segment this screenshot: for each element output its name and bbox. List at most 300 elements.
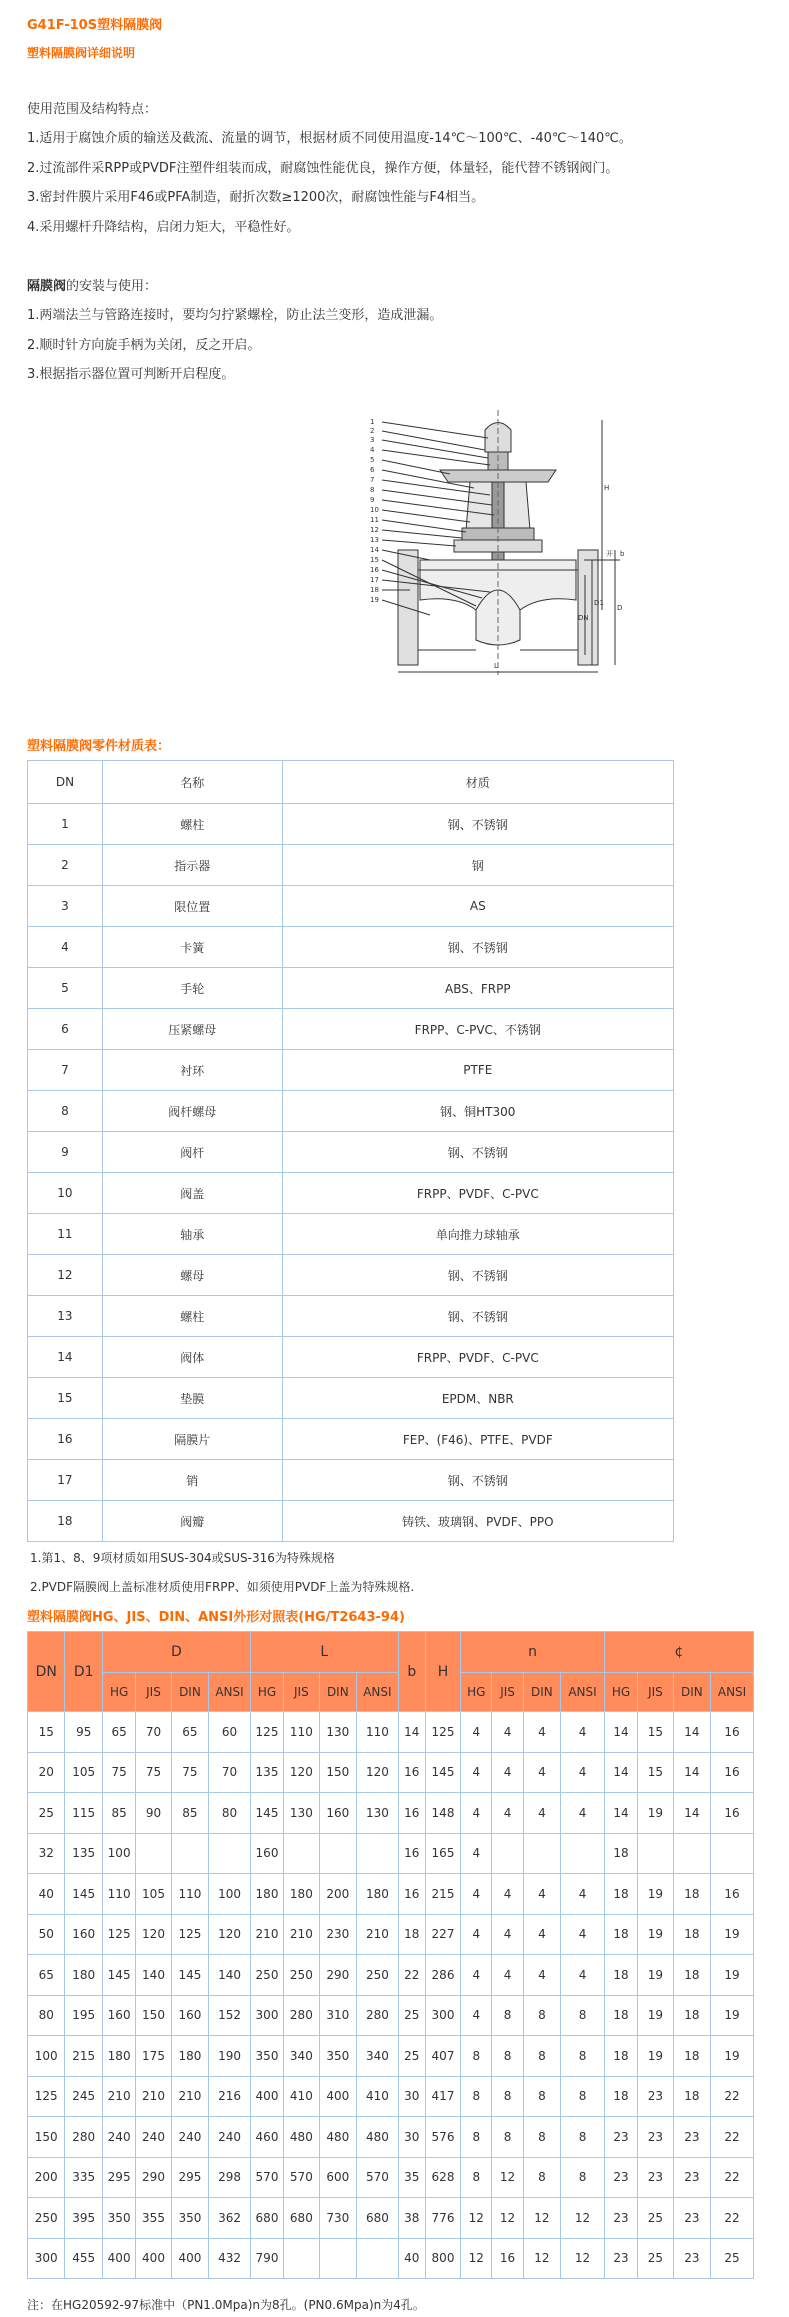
table-cell: 152 xyxy=(209,1995,251,2036)
callout-number: 7 xyxy=(370,476,375,484)
table-cell: 18 xyxy=(28,1501,103,1542)
table-cell xyxy=(284,1833,319,1874)
table-cell xyxy=(492,1833,523,1874)
table-row xyxy=(28,886,674,927)
sub-header: JIS xyxy=(492,1673,523,1712)
table-cell xyxy=(523,1833,560,1874)
table-cell: 18 xyxy=(673,2076,710,2117)
table-cell: 570 xyxy=(357,2157,399,2198)
sub-header: ANSI xyxy=(209,1673,251,1712)
table-cell: 135 xyxy=(65,1833,102,1874)
table-cell: 480 xyxy=(319,2117,356,2158)
table-cell: 90 xyxy=(136,1793,171,1834)
table-cell: 110 xyxy=(357,1712,399,1753)
table-cell: 180 xyxy=(171,2036,208,2077)
table-row xyxy=(28,1712,754,1753)
table-cell: 14 xyxy=(604,1712,637,1753)
table-cell: 14 xyxy=(604,1793,637,1834)
table-cell: 15 xyxy=(638,1712,673,1753)
table-cell: 8 xyxy=(492,2076,523,2117)
table-cell: 340 xyxy=(357,2036,399,2077)
table-cell: 400 xyxy=(250,2076,283,2117)
table-cell: 4 xyxy=(492,1914,523,1955)
table-cell: 16 xyxy=(28,1419,103,1460)
table-cell: 25 xyxy=(711,2238,754,2279)
dim-label-d: D xyxy=(617,604,623,612)
callout-number: 17 xyxy=(370,576,379,584)
table-cell: 130 xyxy=(357,1793,399,1834)
product-title: G41F-10S塑料隔膜阀 xyxy=(27,18,163,33)
col-header: 名称 xyxy=(102,761,282,804)
table-cell: 3 xyxy=(28,886,103,927)
table-row xyxy=(28,1460,674,1501)
table-cell: 40 xyxy=(398,2238,425,2279)
group-header: DN xyxy=(28,1632,65,1712)
table-row xyxy=(28,2076,754,2117)
table-cell: 4 xyxy=(561,1793,605,1834)
table-cell: 18 xyxy=(604,2076,637,2117)
install-heading xyxy=(27,279,767,295)
table-cell: 628 xyxy=(425,2157,460,2198)
table-cell: 8 xyxy=(561,1995,605,2036)
table-cell: 570 xyxy=(284,2157,319,2198)
table-cell xyxy=(284,2238,319,2279)
table-cell: 730 xyxy=(319,2198,356,2239)
callout-number: 13 xyxy=(370,536,379,544)
table-cell: 210 xyxy=(284,1914,319,1955)
table-cell: 单向推力球轴承 xyxy=(282,1214,673,1255)
table-cell: 18 xyxy=(673,1914,710,1955)
table-cell: 180 xyxy=(284,1874,319,1915)
table-cell: 钢、铜HT300 xyxy=(282,1091,673,1132)
table-row xyxy=(28,1296,674,1337)
materials-header-row xyxy=(28,761,674,804)
valve-diagram xyxy=(370,410,630,680)
sub-header: DIN xyxy=(673,1673,710,1712)
table-cell: 800 xyxy=(425,2238,460,2279)
table-cell: 410 xyxy=(284,2076,319,2117)
table-cell: 350 xyxy=(250,2036,283,2077)
table-cell: 600 xyxy=(319,2157,356,2198)
table-cell: 300 xyxy=(28,2238,65,2279)
dim-label-dn: DN xyxy=(578,614,589,622)
install-item: 1.两端法兰与管路连接时，要均匀拧紧螺栓，防止法兰变形，造成泄漏。 xyxy=(27,308,443,323)
table-cell: 290 xyxy=(319,1955,356,1996)
col-header: 材质 xyxy=(282,761,673,804)
table-cell: 12 xyxy=(461,2238,492,2279)
table-cell xyxy=(711,1833,754,1874)
table-cell: 50 xyxy=(28,1914,65,1955)
table-cell: 480 xyxy=(284,2117,319,2158)
table-cell: 790 xyxy=(250,2238,283,2279)
table-cell: 18 xyxy=(673,2036,710,2077)
table-cell: 4 xyxy=(523,1712,560,1753)
table-cell: 4 xyxy=(461,1955,492,1996)
table-cell: 4 xyxy=(523,1752,560,1793)
callout-number: 18 xyxy=(370,586,379,594)
dim-label-h: H xyxy=(604,484,610,492)
table-cell: 200 xyxy=(28,2157,65,2198)
table-cell: 11 xyxy=(28,1214,103,1255)
table-cell: 280 xyxy=(65,2117,102,2158)
table-cell: 4 xyxy=(561,1752,605,1793)
table-cell: 8 xyxy=(492,2117,523,2158)
table-cell: 4 xyxy=(461,1914,492,1955)
callout-number: 16 xyxy=(370,566,379,574)
table-cell: 8 xyxy=(492,1995,523,2036)
table-cell: 19 xyxy=(638,2036,673,2077)
table-cell: 160 xyxy=(319,1793,356,1834)
table-cell: 8 xyxy=(492,2036,523,2077)
table-cell: 145 xyxy=(171,1955,208,1996)
table-cell: 125 xyxy=(250,1712,283,1753)
table-cell: 140 xyxy=(136,1955,171,1996)
table-cell: 210 xyxy=(171,2076,208,2117)
table-row xyxy=(28,1874,754,1915)
table-cell: 16 xyxy=(711,1874,754,1915)
table-cell: 350 xyxy=(171,2198,208,2239)
table-cell: 22 xyxy=(711,2198,754,2239)
table-cell: 350 xyxy=(319,2036,356,2077)
dim-label-d1: D1 xyxy=(594,599,604,607)
table-cell: 105 xyxy=(136,1874,171,1915)
table-cell: 340 xyxy=(284,2036,319,2077)
table-cell: 16 xyxy=(711,1793,754,1834)
table-cell xyxy=(673,1833,710,1874)
table-cell: 14 xyxy=(604,1752,637,1793)
table-cell: 75 xyxy=(171,1752,208,1793)
table-cell: 8 xyxy=(561,2117,605,2158)
callout-number: 9 xyxy=(370,496,375,504)
table-cell: 355 xyxy=(136,2198,171,2239)
table-cell: 70 xyxy=(136,1712,171,1753)
table-cell: 22 xyxy=(398,1955,425,1996)
table-cell: 195 xyxy=(65,1995,102,2036)
table-cell: 80 xyxy=(28,1995,65,2036)
table-cell: 250 xyxy=(250,1955,283,1996)
table-cell: 2 xyxy=(28,845,103,886)
table-row xyxy=(28,1419,674,1460)
table-cell: 75 xyxy=(136,1752,171,1793)
table-cell: 5 xyxy=(28,968,103,1009)
table-cell: 4 xyxy=(561,1874,605,1915)
table-cell: 18 xyxy=(604,2036,637,2077)
table-cell: 65 xyxy=(171,1712,208,1753)
group-header: ¢ xyxy=(604,1632,753,1673)
table-cell: 8 xyxy=(28,1091,103,1132)
table-cell: 8 xyxy=(461,2117,492,2158)
table-cell: 280 xyxy=(357,1995,399,2036)
table-cell: 290 xyxy=(136,2157,171,2198)
table-cell: 100 xyxy=(102,1833,135,1874)
dimensions-title: 塑料隔膜阀HG、JIS、DIN、ANSI外形对照表(HG/T2643-94) xyxy=(27,1610,405,1625)
table-cell: 85 xyxy=(102,1793,135,1834)
table-cell: 40 xyxy=(28,1874,65,1915)
table-cell: 120 xyxy=(136,1914,171,1955)
table-cell: 16 xyxy=(492,2238,523,2279)
table-cell: 18 xyxy=(398,1914,425,1955)
table-row xyxy=(28,1091,674,1132)
table-cell: 160 xyxy=(65,1914,102,1955)
table-cell: 19 xyxy=(711,2036,754,2077)
dimensions-group-header-row xyxy=(28,1632,754,1673)
table-cell: 230 xyxy=(319,1914,356,1955)
table-cell: 钢、不锈钢 xyxy=(282,1460,673,1501)
table-cell: 215 xyxy=(425,1874,460,1915)
table-cell: 指示器 xyxy=(102,845,282,886)
callout-number: 11 xyxy=(370,516,379,524)
table-cell: 25 xyxy=(398,2036,425,2077)
dimensions-footnote: 注：在HG20592-97标准中（PN1.0Mpa)n为8孔。(PN0.6Mpa)n为4孔。 xyxy=(27,2298,425,2312)
table-cell: 18 xyxy=(673,1995,710,2036)
table-cell: 100 xyxy=(28,2036,65,2077)
table-cell: 6 xyxy=(28,1009,103,1050)
table-cell: 钢、不锈钢 xyxy=(282,1132,673,1173)
callout-number: 4 xyxy=(370,446,375,454)
table-cell: 250 xyxy=(28,2198,65,2239)
callout-number: 3 xyxy=(370,436,375,444)
feature-item: 1.适用于腐蚀介质的输送及截流、流量的调节，根据材质不同使用温度-14℃～100℃、-40℃～140℃。 xyxy=(27,131,632,146)
table-cell: 215 xyxy=(65,2036,102,2077)
table-cell: 23 xyxy=(604,2157,637,2198)
table-cell: 295 xyxy=(102,2157,135,2198)
materials-title: 塑料隔膜阀零件材质表： xyxy=(27,739,171,754)
table-row xyxy=(28,1501,674,1542)
table-cell: 145 xyxy=(250,1793,283,1834)
callout-number: 5 xyxy=(370,456,375,464)
table-cell: 销 xyxy=(102,1460,282,1501)
table-cell: 19 xyxy=(711,1914,754,1955)
table-cell: 18 xyxy=(673,1874,710,1915)
table-cell: 4 xyxy=(461,1874,492,1915)
table-cell: FRPP、PVDF、C-PVC xyxy=(282,1173,673,1214)
table-cell xyxy=(136,1833,171,1874)
table-cell: 460 xyxy=(250,2117,283,2158)
table-cell: 25 xyxy=(638,2238,673,2279)
table-cell: 15 xyxy=(28,1378,103,1419)
sub-header: DIN xyxy=(319,1673,356,1712)
table-cell: 14 xyxy=(673,1712,710,1753)
table-cell: FEP、(F46)、PTFE、PVDF xyxy=(282,1419,673,1460)
table-row xyxy=(28,1173,674,1214)
table-cell: 130 xyxy=(319,1712,356,1753)
table-cell: 7 xyxy=(28,1050,103,1091)
table-cell: 23 xyxy=(604,2198,637,2239)
callout-number: 19 xyxy=(370,596,379,604)
table-cell xyxy=(319,1833,356,1874)
dim-label-open: 开 xyxy=(606,550,613,558)
group-header: D xyxy=(102,1632,250,1673)
table-cell: 12 xyxy=(28,1255,103,1296)
table-cell: 250 xyxy=(357,1955,399,1996)
table-cell xyxy=(638,1833,673,1874)
table-cell: 卡簧 xyxy=(102,927,282,968)
table-cell: 60 xyxy=(209,1712,251,1753)
table-cell: 17 xyxy=(28,1460,103,1501)
table-cell: 85 xyxy=(171,1793,208,1834)
table-cell: 18 xyxy=(673,1955,710,1996)
table-row xyxy=(28,2238,754,2279)
table-cell: 200 xyxy=(319,1874,356,1915)
table-row xyxy=(28,927,674,968)
table-cell: 110 xyxy=(102,1874,135,1915)
table-cell: 螺柱 xyxy=(102,1296,282,1337)
features-heading: 使用范围及结构特点： xyxy=(27,102,158,117)
table-row xyxy=(28,2198,754,2239)
table-cell: 16 xyxy=(398,1833,425,1874)
table-cell: FRPP、C-PVC、不锈钢 xyxy=(282,1009,673,1050)
table-cell: 螺柱 xyxy=(102,804,282,845)
table-cell: 776 xyxy=(425,2198,460,2239)
table-cell: 8 xyxy=(561,2036,605,2077)
group-header: H xyxy=(425,1632,460,1712)
table-cell: AS xyxy=(282,886,673,927)
table-row xyxy=(28,1793,754,1834)
table-cell: 19 xyxy=(638,1955,673,1996)
table-cell: 23 xyxy=(604,2238,637,2279)
dim-label-b: b xyxy=(620,550,625,558)
table-cell: 13 xyxy=(28,1296,103,1337)
table-row xyxy=(28,1833,754,1874)
table-cell: 衬环 xyxy=(102,1050,282,1091)
table-cell: 隔膜片 xyxy=(102,1419,282,1460)
table-cell: 钢、不锈钢 xyxy=(282,927,673,968)
table-cell: 8 xyxy=(523,2076,560,2117)
table-cell: 240 xyxy=(136,2117,171,2158)
table-cell: 8 xyxy=(523,2036,560,2077)
table-row xyxy=(28,1752,754,1793)
table-cell: 4 xyxy=(523,1874,560,1915)
table-cell: 120 xyxy=(357,1752,399,1793)
table-cell: 16 xyxy=(398,1874,425,1915)
table-cell: 23 xyxy=(638,2076,673,2117)
table-cell: 576 xyxy=(425,2117,460,2158)
table-cell: 8 xyxy=(461,2036,492,2077)
table-cell: 4 xyxy=(461,1833,492,1874)
table-cell: 65 xyxy=(102,1712,135,1753)
table-cell: 1 xyxy=(28,804,103,845)
sub-header: JIS xyxy=(638,1673,673,1712)
table-cell: 150 xyxy=(319,1752,356,1793)
table-cell: 14 xyxy=(673,1752,710,1793)
table-cell xyxy=(561,1833,605,1874)
table-cell: 4 xyxy=(28,927,103,968)
table-cell: 310 xyxy=(319,1995,356,2036)
table-cell: 417 xyxy=(425,2076,460,2117)
table-row xyxy=(28,1337,674,1378)
table-cell: 4 xyxy=(561,1914,605,1955)
table-cell: 23 xyxy=(673,2198,710,2239)
install-item: 3.根据指示器位置可判断开启程度。 xyxy=(27,367,235,382)
group-header: D1 xyxy=(65,1632,102,1712)
table-cell: 180 xyxy=(250,1874,283,1915)
table-cell: 14 xyxy=(673,1793,710,1834)
table-cell: 680 xyxy=(357,2198,399,2239)
callout-number: 15 xyxy=(370,556,379,564)
table-cell: 125 xyxy=(28,2076,65,2117)
table-cell: EPDM、NBR xyxy=(282,1378,673,1419)
dimensions-table xyxy=(27,1631,754,2279)
table-cell: 400 xyxy=(136,2238,171,2279)
table-cell: 14 xyxy=(28,1337,103,1378)
table-cell xyxy=(357,1833,399,1874)
table-cell: 410 xyxy=(357,2076,399,2117)
table-cell: 125 xyxy=(171,1914,208,1955)
sub-header: JIS xyxy=(284,1673,319,1712)
table-cell: 8 xyxy=(523,2117,560,2158)
table-cell: 12 xyxy=(561,2198,605,2239)
table-cell: 210 xyxy=(250,1914,283,1955)
table-cell: PTFE xyxy=(282,1050,673,1091)
table-cell: 680 xyxy=(284,2198,319,2239)
table-cell: 150 xyxy=(28,2117,65,2158)
table-cell: 4 xyxy=(461,1752,492,1793)
callout-number: 8 xyxy=(370,486,375,494)
install-heading-bold: 隔膜阀 xyxy=(27,279,67,294)
table-cell: 18 xyxy=(604,1914,637,1955)
table-row xyxy=(28,2157,754,2198)
table-cell: 阀杆螺母 xyxy=(102,1091,282,1132)
table-cell: 65 xyxy=(28,1955,65,1996)
feature-item: 4.采用螺杆升降结构，启闭力矩大，平稳性好。 xyxy=(27,220,300,235)
table-row xyxy=(28,1255,674,1296)
table-cell: 8 xyxy=(461,2157,492,2198)
table-cell: 19 xyxy=(711,1995,754,2036)
sub-header: HG xyxy=(604,1673,637,1712)
table-cell: 300 xyxy=(250,1995,283,2036)
table-cell: 35 xyxy=(398,2157,425,2198)
table-cell: 20 xyxy=(28,1752,65,1793)
table-cell: 38 xyxy=(398,2198,425,2239)
materials-note: 1.第1、8、9项材质如用SUS-304或SUS-316为特殊规格 xyxy=(30,1551,335,1565)
table-cell: 240 xyxy=(171,2117,208,2158)
table-cell: 240 xyxy=(209,2117,251,2158)
table-cell: 30 xyxy=(398,2117,425,2158)
table-cell: 12 xyxy=(523,2238,560,2279)
table-cell: 175 xyxy=(136,2036,171,2077)
table-cell: 螺母 xyxy=(102,1255,282,1296)
table-cell: 8 xyxy=(461,2076,492,2117)
table-cell: 180 xyxy=(65,1955,102,1996)
table-cell: 135 xyxy=(250,1752,283,1793)
table-cell: 160 xyxy=(171,1995,208,2036)
table-cell: 120 xyxy=(209,1914,251,1955)
table-cell: 280 xyxy=(284,1995,319,2036)
table-row xyxy=(28,1132,674,1173)
table-row xyxy=(28,2117,754,2158)
table-cell: 480 xyxy=(357,2117,399,2158)
table-cell: 100 xyxy=(209,1874,251,1915)
sub-header: ANSI xyxy=(561,1673,605,1712)
table-cell: 145 xyxy=(65,1874,102,1915)
callout-number: 14 xyxy=(370,546,379,554)
table-cell: 14 xyxy=(398,1712,425,1753)
callout-number: 12 xyxy=(370,526,379,534)
table-cell: 165 xyxy=(425,1833,460,1874)
table-cell: 30 xyxy=(398,2076,425,2117)
table-cell: 298 xyxy=(209,2157,251,2198)
table-cell: 350 xyxy=(102,2198,135,2239)
table-cell: 19 xyxy=(638,1793,673,1834)
table-cell: 245 xyxy=(65,2076,102,2117)
table-cell: 手轮 xyxy=(102,968,282,1009)
table-cell: 570 xyxy=(250,2157,283,2198)
table-cell: 180 xyxy=(357,1874,399,1915)
table-cell: 16 xyxy=(711,1712,754,1753)
product-subtitle: 塑料隔膜阀详细说明 xyxy=(27,46,136,60)
table-cell: 140 xyxy=(209,1955,251,1996)
table-cell: 12 xyxy=(492,2198,523,2239)
